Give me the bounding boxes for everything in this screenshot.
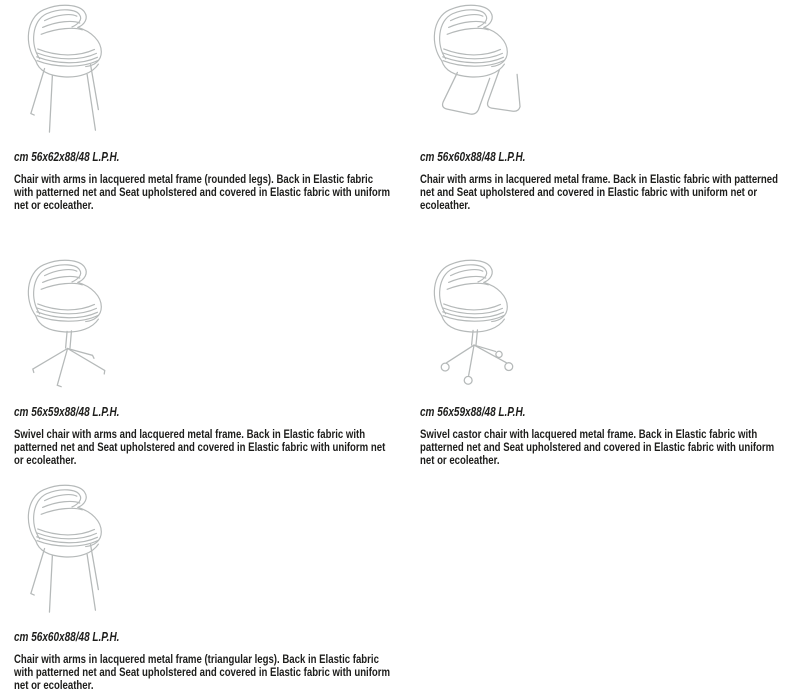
product-description: Chair with arms in lacquered metal frame (triangular legs). Back in Elastic fabric with patterned net and Seat upholstered and covered in Elastic fabric with uniform net or ecoleather.: [14, 652, 391, 693]
product-dimensions: cm 56x60x88/48 L.P.H.: [420, 150, 526, 164]
product-description: Swivel castor chair with lacquered metal frame. Back in Elastic fabric with patterned net and Seat upholstered and covered in Elastic fabric with uniform net or ecoleather.: [420, 427, 775, 468]
product-dimensions: cm 56x60x88/48 L.P.H.: [14, 630, 120, 644]
chair-sled-base-drawing: [422, 2, 532, 140]
product-dimensions: cm 56x59x88/48 L.P.H.: [420, 405, 526, 419]
chair-triangular-legs-drawing: [16, 482, 126, 620]
product-description: Chair with arms in lacquered metal frame (rounded legs). Back in Elastic fabric with patterned net and Seat upholstered and covered in Elastic fabric with uniform net or ecoleather.: [14, 172, 391, 213]
product-description: Swivel chair with arms and lacquered metal frame. Back in Elastic fabric with patterned net and Seat upholstered and covered in Elastic fabric with uniform net or ecoleather.: [14, 427, 386, 468]
chair-rounded-legs-drawing: [16, 2, 126, 140]
swivel-chair-star-base-drawing: [16, 257, 126, 395]
product-description: Chair with arms in lacquered metal frame. Back in Elastic fabric with patterned net and Seat upholstered and covered in Elastic fabric with uniform net or ecoleather.: [420, 172, 778, 213]
product-dimensions: cm 56x59x88/48 L.P.H.: [14, 405, 120, 419]
product-dimensions: cm 56x62x88/48 L.P.H.: [14, 150, 120, 164]
swivel-castor-chair-drawing: [422, 257, 532, 395]
